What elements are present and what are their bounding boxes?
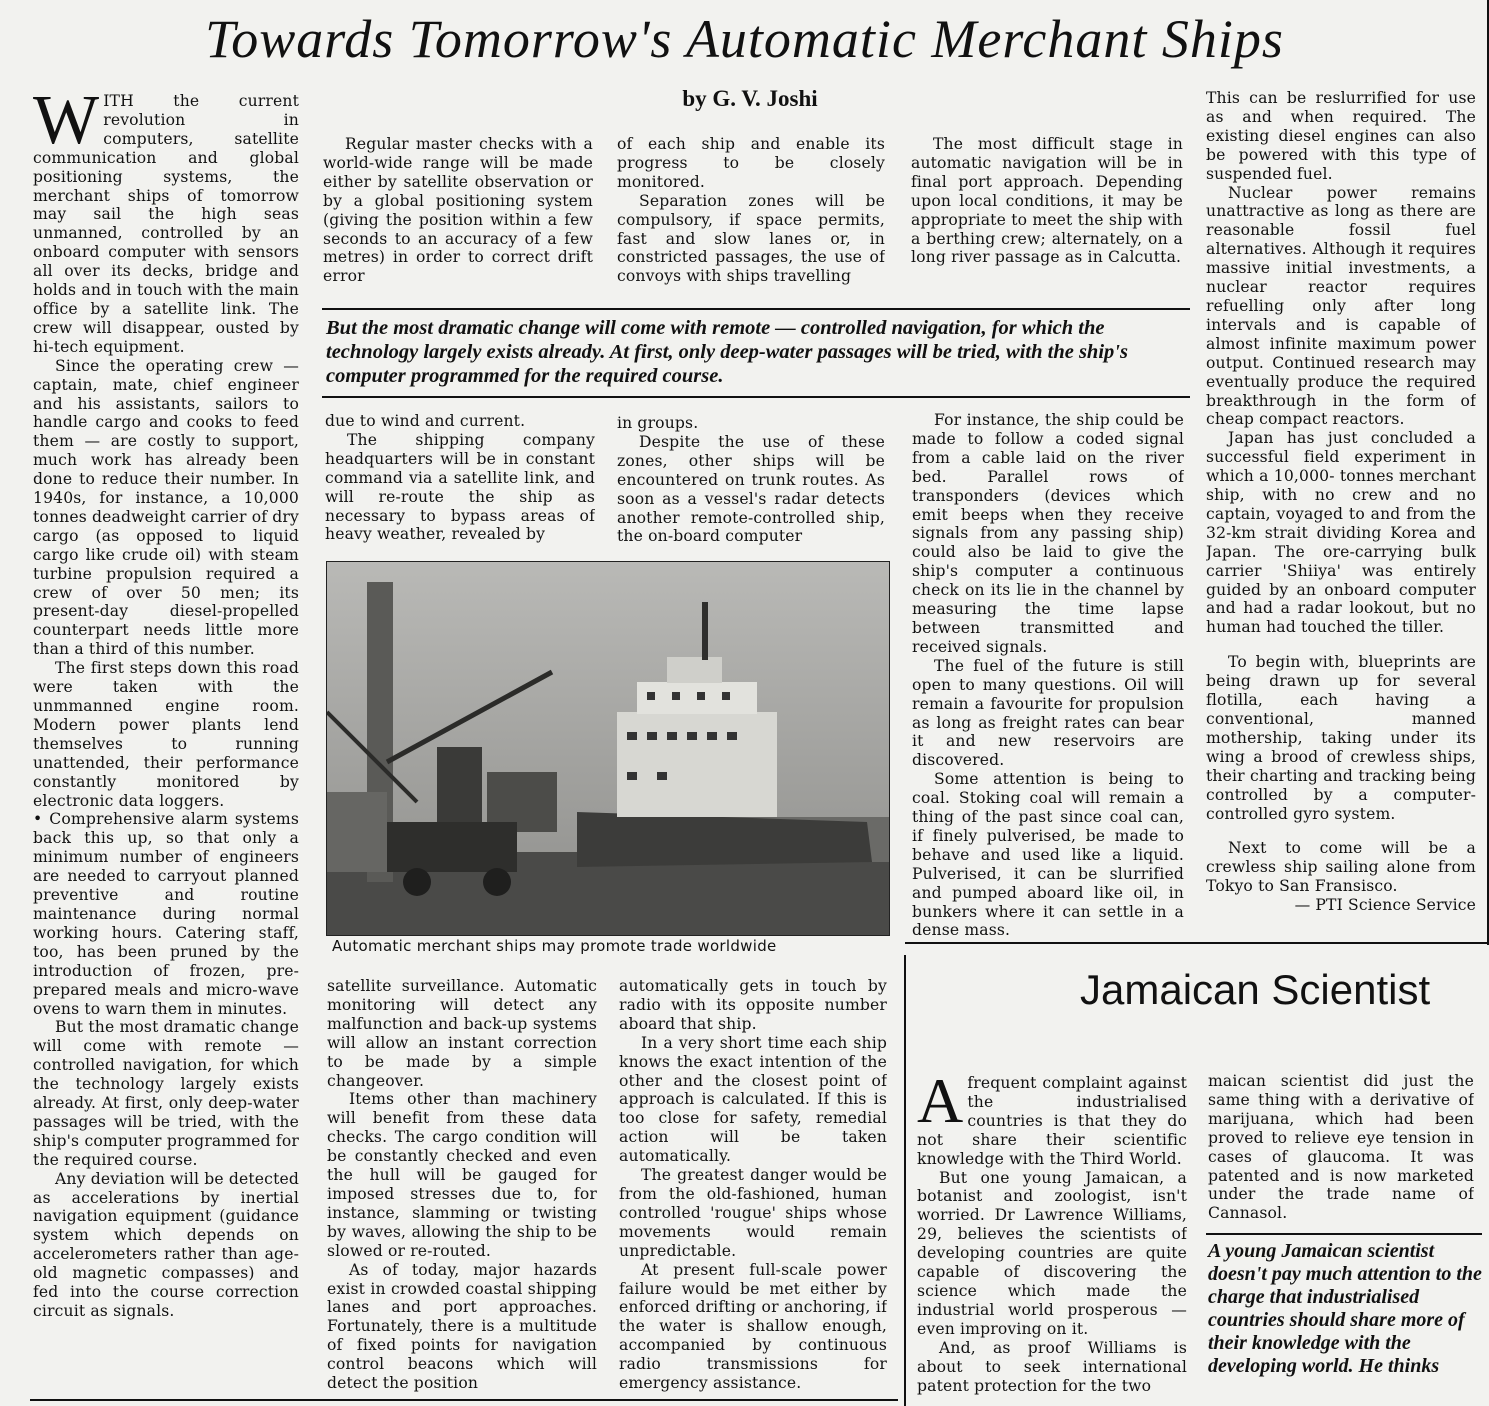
rule [30, 1399, 898, 1401]
rule [904, 955, 906, 1406]
pull-quote: But the most dramatic change will come with remote — controlled navigation, for which the technology largely exists already. At first, only deep-water passages will be tried, with the ship's computer programmed for the required course. [326, 317, 1128, 387]
paragraph: satellite surveillance. Automatic monitoring will detect any malfunction and back-up systems will allow an instant correction to be made by a simple changeover. [327, 977, 597, 1090]
byline: by G. V. Joshi [682, 86, 818, 111]
ship-photo [326, 561, 890, 936]
paragraph: Regular master checks with a world-wide range will be made either by satellite observation or by a global positioning system (giving the position within a few seconds to an accuracy of a few metres) in order to correct drift error [323, 135, 593, 286]
column-3-bottom [619, 977, 887, 1395]
paragraph: Separation zones will be compulsory, if space permits, fast and slow lanes or, in constricted passages, the use of convoys with ships travelling [617, 191, 885, 286]
paragraph: The most difficult stage in automatic navigation will be in final port approach. Depending upon local conditions, it may be appropriate to meet the ship with a berthing crew; alternately, on a long river passage as in Calcutta. [911, 135, 1183, 267]
jamaica-pull-quote: A young Jamaican scientist doesn't pay much attention to the charge that industrialised countries should share more of their knowledge with the developing world. He thinks [1208, 1240, 1482, 1377]
rule [1206, 1233, 1482, 1235]
column-3-mid [617, 414, 885, 548]
paragraph: In a very short time each ship knows the exact intention of the other and the closest point of approach is calculated. If this is too close for safety, remedial action will be taken automatically. [619, 1033, 887, 1166]
column-4-mid [912, 411, 1184, 941]
paragraph: maican scientist did just the same thing with a derivative of marijuana, which had been proved to relieve eye tension in cases of glaucoma. It was patented and is now marketed under the trade name of Cannasol. [1208, 1072, 1474, 1223]
paragraph: But one young Jamaican, a botanist and zoologist, isn't worried. Dr Lawrence Williams, 29, believes the scientists of developing countries are quite capable of discovering the science which made the industrial world prosperous — even improving on it. [917, 1168, 1187, 1338]
column-2-bottom [327, 977, 597, 1395]
rule [322, 396, 1190, 398]
paragraph: Items other than machinery will benefit from these data checks. The cargo condition will be constantly checked and even the hull will be gauged for imposed stresses due to, for instance, slamming or twisting by waves, allowing the ship to be slowed or re-routed. [327, 1090, 597, 1260]
jamaica-title: Jamaican Scientist [1080, 966, 1431, 1013]
drop-cap: A [917, 1074, 964, 1136]
column-2-top [323, 135, 593, 290]
jamaica-column-a [917, 1074, 1187, 1406]
drop-cap: W [33, 92, 100, 159]
paragraph: And, as proof Williams is about to seek international patent protection for the two [917, 1338, 1187, 1395]
jamaica-column-b [1208, 1072, 1474, 1226]
paragraph: The shipping company headquarters will be in constant command via a satellite link, and will re-route the ship as necessary to bypass areas of heavy weather, revealed by [325, 430, 595, 544]
paragraph: of each ship and enable its progress to be closely monitored. [617, 135, 885, 191]
paragraph: ITH the current revolution in computers, satellite communication and global positioning systems, the merchant ships of tomorrow may sail the high seas unmanned, controlled by an onboard computer with sensors all over its decks, bridge and holds and in touch with the main office by a satellite link. The crew will disappear, ousted by hi-tech equipment. [33, 92, 299, 356]
ship-illustration [327, 562, 889, 935]
paragraph: due to wind and current. [325, 412, 526, 430]
paragraph: Nuclear power remains unattractive as long as there are reasonable fossil fuel alternatives. Although it requires massive initial investments, a nuclear reactor requires refuelling only after long intervals and is capable of almost infinite maximum power output. Continued research may eventually produce the required breakthrough in the form of cheap compact reactors. [1206, 183, 1476, 429]
paragraph: As of today, major hazards exist in crowded coastal shipping lanes and port approaches. Fortunately, there is a multitude of fixed points for navigation control beacons which will detect the position [327, 1260, 597, 1393]
paragraph: Japan has just concluded a successful field experiment in which a 10,000- tonnes merchant ship, with no crew and no captain, voyaged to and from the 32-km strait dividing Korea and Japan. The ore-carrying bulk carrier 'Shiiya' was entirely guided by an onboard computer and had a radar lookout, but no human had touched the tiller. [1206, 429, 1476, 637]
paragraph: frequent complaint against the industrialised countries is that they do not share their scientific knowledge with the Third World. [917, 1074, 1187, 1168]
column-2-mid [325, 412, 595, 548]
paragraph: At present full-scale power failure would be met either by enforced drifting or anchoring, if the water is shallow enough, accompanied by continuous radio transmissions for emergency assistance. [619, 1260, 887, 1393]
paragraph: The greatest danger would be from the old-fashioned, human controlled 'rougue' ships whose movements would remain unpredictable. [619, 1166, 887, 1260]
paragraph: • Comprehensive alarm systems back this up, so that only a minimum number of engineers are needed to carryout planned preventive and routine maintenance during normal working hours. Catering staff, too, has been pruned by the introduction of frozen, pre-prepared meals and micro-wave ovens to warn them in minutes. [33, 810, 299, 1018]
paragraph: The fuel of the future is still open to many questions. Oil will remain a favourite for propulsion as long as freight rates can bear it and new reservoirs are discovered. [912, 656, 1184, 770]
column-5 [1206, 89, 1476, 939]
rule [322, 308, 1190, 310]
paragraph: For instance, the ship could be made to follow a coded signal from a cable laid on the river bed. Parallel rows of transponders (devices which emit beeps when they receive signals from any passing ship) could also be laid to give the ship's computer a continuous check on its lie in the channel by measuring the time lapse between transmitted and received signals. [912, 411, 1184, 656]
paragraph: The first steps down this road were taken with the unmmanned engine room. Modern power plants lend themselves to running unattended, their performance constantly monitored by electronic data loggers. [33, 659, 299, 810]
paragraph: Some attention is being to coal. Stoking coal will remain a thing of the past since coal can, if finely pulverised, be made to behave and used like a liquid. Pulverised, it can be slurrified and pumped aboard like oil, in bunkers where it can settle in a dense mass. [912, 770, 1184, 940]
photo-caption: Automatic merchant ships may promote trade worldwide [332, 937, 777, 955]
credit: — PTI Science Service [1294, 896, 1476, 915]
column-1 [33, 92, 299, 1398]
headline: Towards Tomorrow's Automatic Merchant Ships [205, 9, 1284, 69]
paragraph: Next to come will be a crewless ship sailing alone from Tokyo to San Fransisco. [1206, 839, 1476, 896]
paragraph: Since the operating crew — captain, mate, chief engineer and his assistants, sailors to handle cargo and cooks to feed them — are costly to support, much work has already been done to reduce their number. In 1940s, for instance, a 10,000 tonnes deadweight carrier of dry cargo (as opposed to liquid cargo like crude oil) with steam turbine propulsion required a crew of over 50 men; its present-day diesel-propelled counterpart needs little more than a third of this number. [33, 356, 299, 659]
paragraph: To begin with, blueprints are being drawn up for several flotilla, each having a conventional, manned mothership, taking under its wing a brood of crewless ships, their charting and tracking being controlled by a computer- controlled gyro system. [1206, 653, 1476, 823]
paragraph: This can be reslurrified for use as and when required. The existing diesel engines can also be powered with this type of suspended fuel. [1206, 89, 1476, 183]
column-4-top [911, 135, 1183, 290]
paragraph: Any deviation will be detected as accelerations by inertial navigation equipment (guidance system which depends on accelerometers rather than age-old magnetic compasses) and fed into the course correction circuit as signals. [33, 1169, 299, 1320]
rule [905, 942, 1489, 944]
column-3-top [617, 135, 885, 290]
paragraph: automatically gets in touch by radio with its opposite number aboard that ship. [619, 977, 887, 1033]
paragraph: Despite the use of these zones, other ships will be encountered on trunk routes. As soon as a vessel's radar detects another remote-controlled ship, the on-board computer [617, 432, 885, 546]
paragraph: But the most dramatic change will come with remote — controlled navigation, for which the technology largely exists already. At first, only deep-water passages will be tried, with the ship's computer programmed for the required course. [33, 1018, 299, 1169]
paragraph: in groups. [617, 414, 699, 432]
